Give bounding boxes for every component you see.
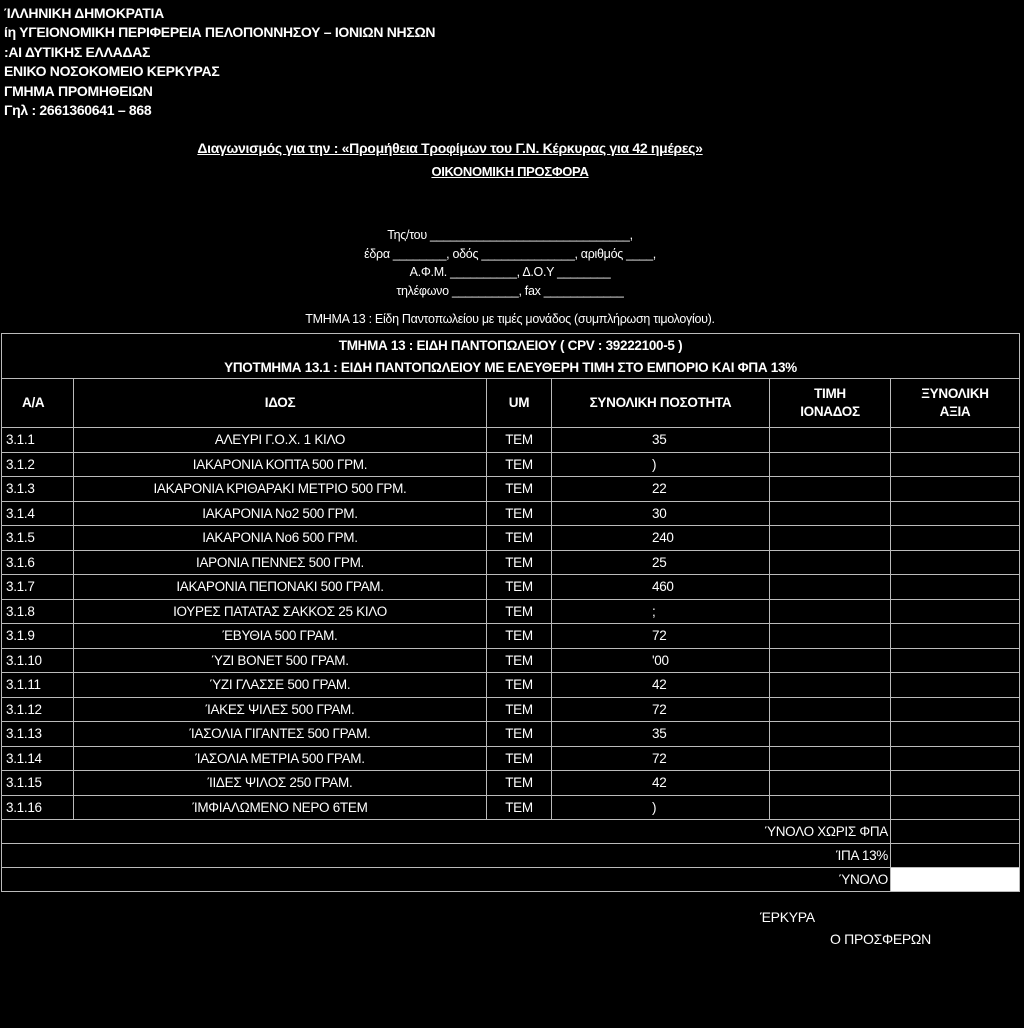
cell-item: ΙΑΚΑΡΟΝΙΑ ΚΡΙΘΑΡΑΚΙ ΜΕΤΡΙΟ 500 ΓΡΜ. [74, 477, 487, 502]
cell-qty: '00 [552, 648, 770, 673]
col-header-unit-price-l1: ΤΙΜΗ [814, 386, 846, 401]
cell-aa: 3.1.16 [2, 795, 74, 820]
bidder-name-field: Της/του ______________________________, [387, 228, 633, 242]
col-header-um: UM [487, 379, 552, 428]
table-row [2, 428, 1020, 453]
cell-unit-price[interactable] [770, 795, 891, 820]
cell-qty: 42 [552, 771, 770, 796]
cell-aa: 3.1.14 [2, 746, 74, 771]
cell-unit-price[interactable] [770, 428, 891, 453]
cell-unit-price[interactable] [770, 697, 891, 722]
bidder-phone-field: τηλέφωνο __________, fax ____________ [396, 283, 624, 298]
cell-unit-price[interactable] [770, 501, 891, 526]
cell-um: ΤΕΜ [487, 526, 552, 551]
cell-qty: 35 [552, 722, 770, 747]
cell-total[interactable] [891, 526, 1020, 551]
document-title: Διαγωνισμός για την : «Προμήθεια Τροφίμων του Γ.Ν. Κέρκυρας για 42 ημέρες» [197, 140, 703, 156]
cell-aa: 3.1.7 [2, 575, 74, 600]
table-row [2, 722, 1020, 747]
col-header-item: ΙΔΟΣ [74, 379, 487, 428]
cell-aa: 3.1.15 [2, 771, 74, 796]
cell-um: ΤΕΜ [487, 673, 552, 698]
cell-item: ΊΜΦΙΑΛΩΜΕΝΟ ΝΕΡΟ 6ΤΕΜ [74, 795, 487, 820]
table-row [2, 746, 1020, 771]
summary-value-total[interactable] [891, 868, 1020, 892]
signature-block [760, 906, 931, 950]
cell-um: ΤΕΜ [487, 795, 552, 820]
cell-aa: 3.1.12 [2, 697, 74, 722]
cell-item: ΎΖΙ ΓΛΑΣΣΕ 500 ΓΡΑΜ. [74, 673, 487, 698]
cell-um: ΤΕΜ [487, 648, 552, 673]
subsection-title: ΥΠΟΤΜΗΜΑ 13.1 : ΕΙΔΗ ΠΑΝΤΟΠΩΛΕΙΟΥ ΜΕ ΕΛΕΥΘΕΡΗ ΤΙΜΗ ΣΤΟ ΕΜΠΟΡΙΟ ΚΑΙ ΦΠΑ 13% [2, 356, 1020, 379]
col-header-qty: ΣΥΝΟΛΙΚΗ ΠΟΣΟΤΗΤΑ [552, 379, 770, 428]
price-table [1, 333, 1020, 892]
col-header-total [891, 379, 1020, 428]
header-line: :ΑΙ ΔΥΤΙΚΗΣ ΕΛΛΑΔΑΣ [4, 43, 151, 60]
cell-item: ΈΒΥΘΙΑ 500 ΓΡΑΜ. [74, 624, 487, 649]
table-row [2, 648, 1020, 673]
table-row [2, 624, 1020, 649]
cell-um: ΤΕΜ [487, 697, 552, 722]
cell-um: ΤΕΜ [487, 575, 552, 600]
col-header-total-l1: ΞΥΝΟΛΙΚΗ [921, 386, 989, 401]
table-row [2, 673, 1020, 698]
cell-item: ΊΙΔΕΣ ΨΙΛΟΣ 250 ΓΡΑΜ. [74, 771, 487, 796]
col-header-total-l2: ΑΞΙΑ [939, 404, 971, 419]
cell-unit-price[interactable] [770, 746, 891, 771]
table-row [2, 771, 1020, 796]
cell-um: ΤΕΜ [487, 746, 552, 771]
cell-qty: 72 [552, 746, 770, 771]
section-note: ΤΜΗΜΑ 13 : Είδη Παντοπωλείου με τιμές μονάδος (συμπλήρωση τιμολογίου). [305, 312, 715, 326]
table-row [2, 575, 1020, 600]
cell-unit-price[interactable] [770, 722, 891, 747]
cell-total[interactable] [891, 673, 1020, 698]
table-row [2, 795, 1020, 820]
cell-aa: 3.1.6 [2, 550, 74, 575]
bidder-fields [200, 226, 820, 300]
cell-qty: 25 [552, 550, 770, 575]
cell-um: ΤΕΜ [487, 599, 552, 624]
cell-um: ΤΕΜ [487, 477, 552, 502]
cell-total[interactable] [891, 746, 1020, 771]
summary-value-vat[interactable] [891, 844, 1020, 868]
cell-qty: ; [552, 599, 770, 624]
cell-um: ΤΕΜ [487, 501, 552, 526]
cell-unit-price[interactable] [770, 452, 891, 477]
cell-qty: 30 [552, 501, 770, 526]
column-header-row [2, 379, 1020, 428]
table-row [2, 526, 1020, 551]
cell-qty: ) [552, 452, 770, 477]
cell-total[interactable] [891, 599, 1020, 624]
document-subtitle: ΟΙΚΟΝΟΜΙΚΗ ΠΡΟΣΦΟΡΑ [431, 164, 589, 179]
cell-qty: 22 [552, 477, 770, 502]
header-line: Γηλ : 2661360641 – 868 [4, 102, 152, 119]
cell-total[interactable] [891, 771, 1020, 796]
cell-aa: 3.1.13 [2, 722, 74, 747]
cell-total[interactable] [891, 550, 1020, 575]
summary-label-subtotal: ΎΝΟΛΟ ΧΩΡΙΣ ΦΠΑ [2, 820, 891, 844]
header-line: ΕΝΙΚΟ ΝΟΣΟΚΟΜΕΙΟ ΚΕΡΚΥΡΑΣ [4, 63, 220, 80]
cell-total[interactable] [891, 697, 1020, 722]
cell-total[interactable] [891, 428, 1020, 453]
cell-qty: 72 [552, 697, 770, 722]
table-row [2, 550, 1020, 575]
cell-unit-price[interactable] [770, 575, 891, 600]
cell-qty: 72 [552, 624, 770, 649]
place-label: ΈΡΚΥΡΑ [760, 909, 815, 925]
cell-um: ΤΕΜ [487, 624, 552, 649]
header-line: ΊΛΛΗΝΙΚΗ ΔΗΜΟΚΡΑΤΙΑ [4, 5, 164, 21]
cell-um: ΤΕΜ [487, 771, 552, 796]
cell-aa: 3.1.5 [2, 526, 74, 551]
cell-item: ΙΑΚΑΡΟΝΙΑ ΚΟΠΤΑ 500 ΓΡΜ. [74, 452, 487, 477]
cell-um: ΤΕΜ [487, 452, 552, 477]
cell-aa: 3.1.4 [2, 501, 74, 526]
cell-aa: 3.1.9 [2, 624, 74, 649]
cell-total[interactable] [891, 722, 1020, 747]
summary-label-vat: ΊΠΑ 13% [2, 844, 891, 868]
bidder-tax-field: Α.Φ.Μ. __________, Δ.Ο.Υ ________ [409, 265, 611, 279]
cell-total[interactable] [891, 452, 1020, 477]
col-header-unit-price [770, 379, 891, 428]
cell-qty: ) [552, 795, 770, 820]
cell-aa: 3.1.8 [2, 599, 74, 624]
cell-total[interactable] [891, 501, 1020, 526]
cell-aa: 3.1.11 [2, 673, 74, 698]
cell-unit-price[interactable] [770, 673, 891, 698]
cell-item: ΙΑΚΑΡΟΝΙΑ Νο6 500 ΓΡΜ. [74, 526, 487, 551]
cell-item: ΙΟΥΡΕΣ ΠΑΤΑΤΑΣ ΣΑΚΚΟΣ 25 ΚΙΛΟ [74, 599, 487, 624]
cell-item: ΙΑΡΟΝΙΑ ΠΕΝΝΕΣ 500 ΓΡΜ. [74, 550, 487, 575]
cell-unit-price[interactable] [770, 550, 891, 575]
cell-unit-price[interactable] [770, 771, 891, 796]
cell-total[interactable] [891, 648, 1020, 673]
section-title-row [2, 334, 1020, 357]
cell-item: ΑΛΕΥΡΙ Γ.Ο.Χ. 1 ΚΙΛΟ [74, 428, 487, 453]
cell-item: ΎΖΙ ΒΟΝΕΤ 500 ΓΡΑΜ. [74, 648, 487, 673]
cell-aa: 3.1.3 [2, 477, 74, 502]
cell-unit-price[interactable] [770, 526, 891, 551]
table-row [2, 452, 1020, 477]
cell-total[interactable] [891, 624, 1020, 649]
cell-item: ΊΑΣΟΛΙΑ ΜΕΤΡΙΑ 500 ΓΡΑΜ. [74, 746, 487, 771]
bidder-label: Ο ΠΡΟΣΦΕΡΩΝ [830, 931, 931, 947]
cell-qty: 42 [552, 673, 770, 698]
cell-item: ΙΑΚΑΡΟΝΙΑ Νο2 500 ΓΡΜ. [74, 501, 487, 526]
cell-unit-price[interactable] [770, 624, 891, 649]
cell-um: ΤΕΜ [487, 428, 552, 453]
col-header-unit-price-l2: ΙΟΝΑΔΟΣ [800, 404, 860, 419]
cell-unit-price[interactable] [770, 599, 891, 624]
summary-row-total [2, 868, 1020, 892]
header-line: ίη ΥΓΕΙΟΝΟΜΙΚΗ ΠΕΡΙΦΕΡΕΙΑ ΠΕΛΟΠΟΝΝΗΣΟΥ – ΙΟΝΙΩΝ ΝΗΣΩΝ [4, 24, 436, 41]
cell-unit-price[interactable] [770, 477, 891, 502]
cell-qty: 35 [552, 428, 770, 453]
cell-um: ΤΕΜ [487, 722, 552, 747]
cell-qty: 240 [552, 526, 770, 551]
cell-aa: 3.1.10 [2, 648, 74, 673]
cell-total[interactable] [891, 575, 1020, 600]
header-line: ΓΜΗΜΑ ΠΡΟΜΗΘΕΙΩΝ [4, 82, 153, 99]
table-row [2, 599, 1020, 624]
cell-total[interactable] [891, 795, 1020, 820]
cell-item: ΊΑΚΕΣ ΨΙΛΕΣ 500 ΓΡΑΜ. [74, 697, 487, 722]
cell-aa: 3.1.2 [2, 452, 74, 477]
summary-row-vat [2, 844, 1020, 868]
cell-um: ΤΕΜ [487, 550, 552, 575]
bidder-address-field: έδρα ________, οδός ______________, αριθμός ____, [364, 246, 656, 261]
table-row [2, 697, 1020, 722]
col-header-aa: Α/Α [2, 379, 74, 428]
cell-aa: 3.1.1 [2, 428, 74, 453]
org-header [4, 4, 435, 120]
cell-item: ΊΑΣΟΛΙΑ ΓΙΓΑΝΤΕΣ 500 ΓΡΑΜ. [74, 722, 487, 747]
subsection-title-row [2, 356, 1020, 379]
cell-item: ΙΑΚΑΡΟΝΙΑ ΠΕΠΟΝΑΚΙ 500 ΓΡΑΜ. [74, 575, 487, 600]
section-title: ΤΜΗΜΑ 13 : ΕΙΔΗ ΠΑΝΤΟΠΩΛΕΙΟΥ ( CPV : 39222100-5 ) [2, 334, 1020, 357]
cell-qty: 460 [552, 575, 770, 600]
cell-total[interactable] [891, 477, 1020, 502]
summary-row-subtotal [2, 820, 1020, 844]
summary-label-total: ΎΝΟΛΟ [2, 868, 891, 892]
table-row [2, 477, 1020, 502]
summary-value-subtotal[interactable] [891, 820, 1020, 844]
table-row [2, 501, 1020, 526]
cell-unit-price[interactable] [770, 648, 891, 673]
